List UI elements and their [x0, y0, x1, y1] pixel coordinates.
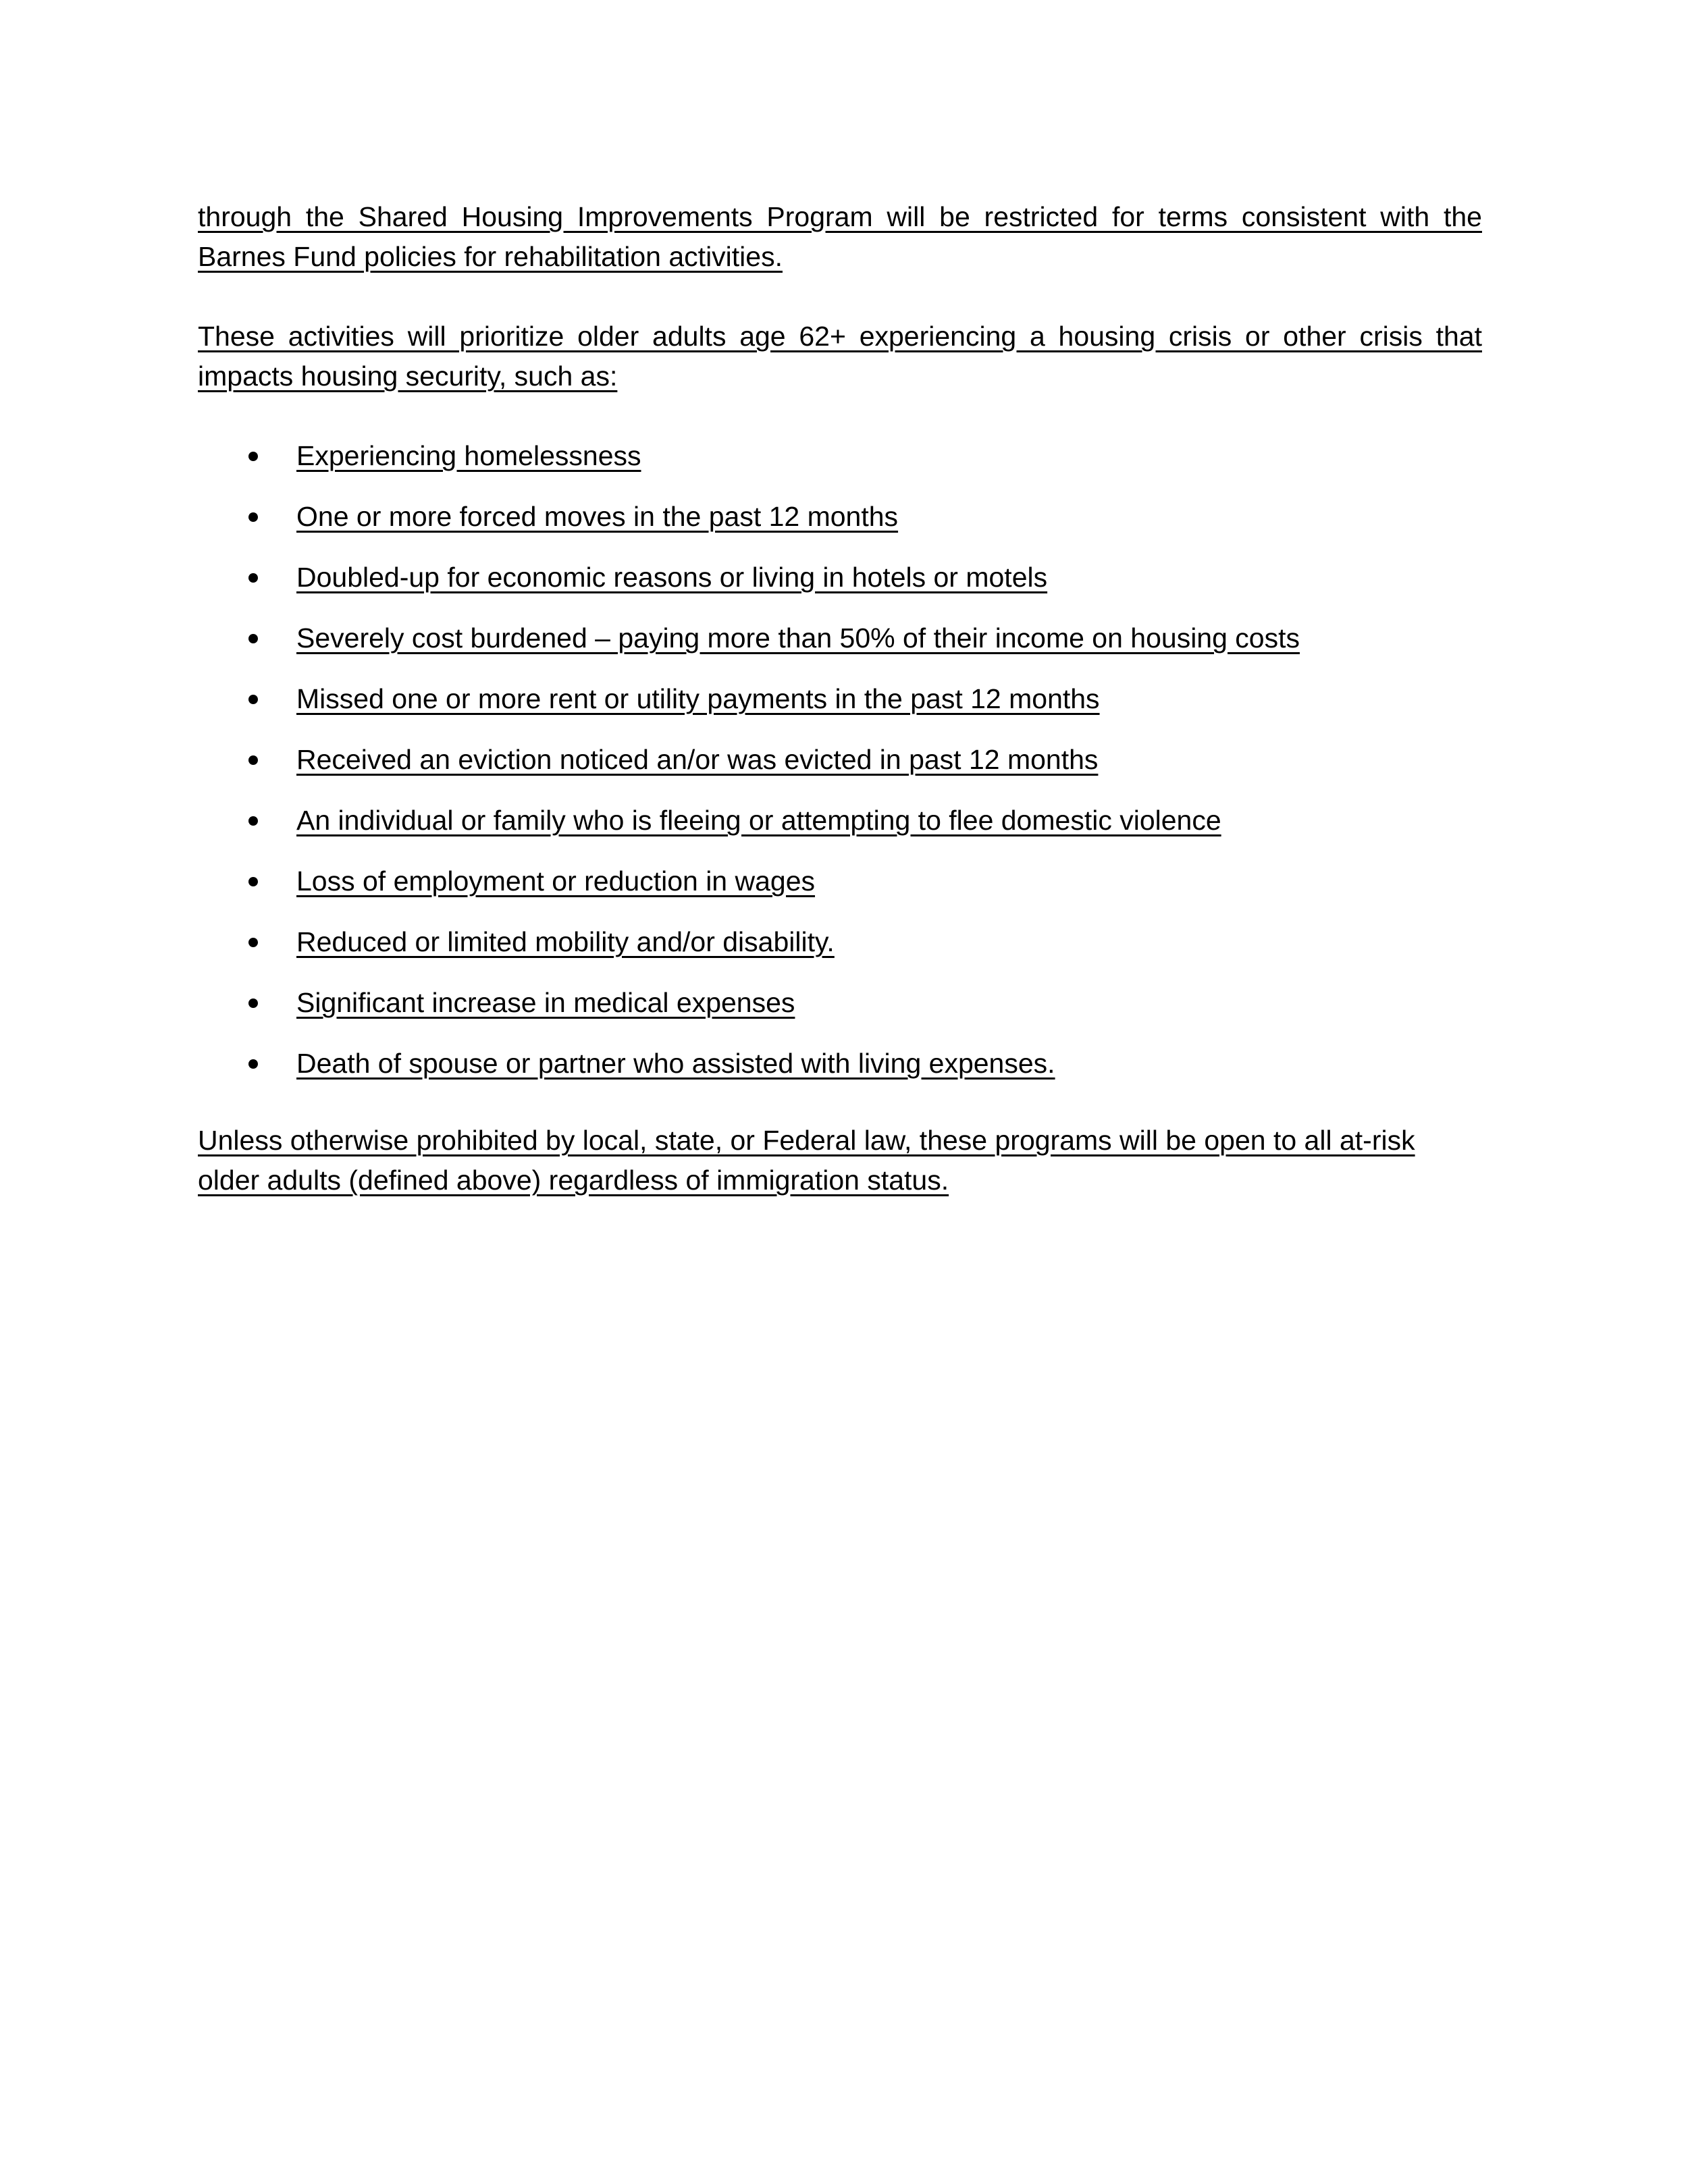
list-item	[198, 1044, 1482, 1104]
bullet-icon	[248, 938, 258, 947]
list-item	[198, 922, 1482, 983]
bullet-icon	[248, 695, 258, 704]
bullet-icon	[248, 452, 258, 461]
list-item	[198, 497, 1482, 558]
criteria-item-text: Loss of employment or reduction in wages	[296, 865, 816, 897]
closing-paragraph: Unless otherwise prohibited by local, state, or Federal law, these programs will be open to all at-risk older adults (defined above) regardless of immigration status.	[198, 1125, 1415, 1196]
intro-paragraph: through the Shared Housing Improvements Program will be restricted for terms consistent with the Barnes Fund policies for rehabilitation activities.	[198, 201, 1482, 272]
bullet-icon	[248, 512, 258, 522]
bullet-icon	[248, 877, 258, 886]
criteria-item-text: Received an eviction noticed an/or was evicted in past 12 months	[296, 744, 1099, 775]
bullet-icon	[248, 816, 258, 826]
bullet-icon	[248, 573, 258, 583]
list-item	[198, 618, 1482, 679]
bullet-icon	[248, 755, 258, 765]
criteria-item-text: Missed one or more rent or utility payments in the past 12 months	[296, 683, 1100, 714]
criteria-item-text: Reduced or limited mobility and/or disability.	[296, 926, 835, 957]
bullet-icon	[248, 998, 258, 1008]
criteria-item-text: One or more forced moves in the past 12 months	[296, 501, 899, 532]
criteria-list	[198, 436, 1482, 1104]
list-item	[198, 740, 1482, 801]
bullet-icon	[248, 634, 258, 643]
document-body	[198, 197, 1482, 1200]
criteria-item-text: Experiencing homelessness	[296, 440, 641, 471]
criteria-item-text: Severely cost burdened – paying more than 50% of their income on housing costs	[296, 622, 1300, 654]
list-item	[198, 679, 1482, 740]
list-item	[198, 558, 1482, 618]
criteria-item-text: Doubled-up for economic reasons or living in hotels or motels	[296, 562, 1048, 593]
criteria-item-text: An individual or family who is fleeing or attempting to flee domestic violence	[296, 805, 1221, 836]
list-item	[198, 436, 1482, 497]
criteria-item-text: Significant increase in medical expenses	[296, 987, 795, 1018]
list-item	[198, 861, 1482, 922]
bullet-icon	[248, 1059, 258, 1069]
list-item	[198, 983, 1482, 1044]
priority-paragraph: These activities will prioritize older adults age 62+ experiencing a housing crisis or other crisis that impacts housing security, such as:	[198, 321, 1482, 392]
list-item	[198, 801, 1482, 861]
criteria-item-text: Death of spouse or partner who assisted with living expenses.	[296, 1048, 1055, 1079]
